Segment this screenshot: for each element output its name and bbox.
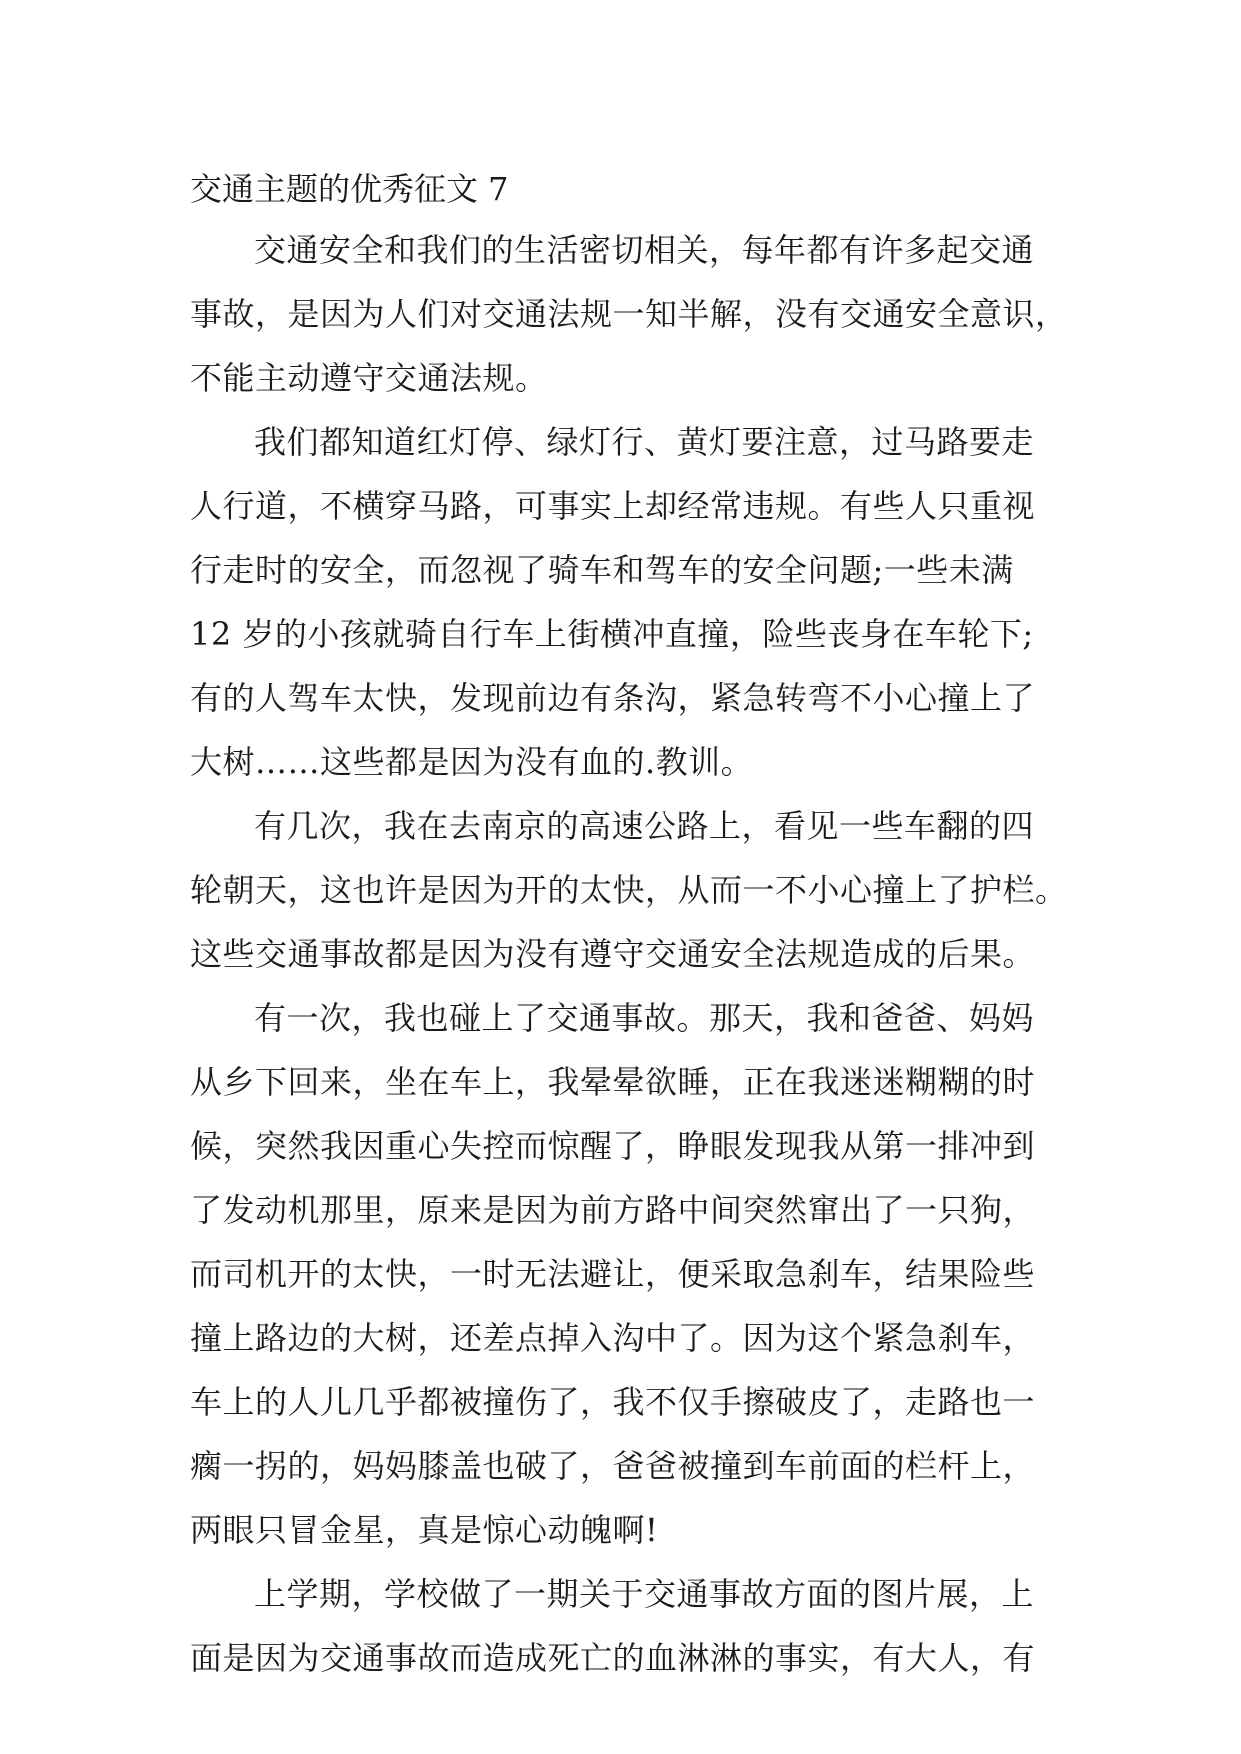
paragraph-line: 车上的人儿几乎都被撞伤了，我不仅手擦破皮了，走路也一	[190, 1383, 1036, 1421]
paragraph-5	[190, 1562, 1050, 1690]
paragraph-line: 有一次，我也碰上了交通事故。那天，我和爸爸、妈妈	[254, 999, 1035, 1037]
paragraph-1	[190, 218, 1068, 410]
paragraph-line: 了发动机那里，原来是因为前方路中间突然窜出了一只狗，	[190, 1191, 1036, 1229]
paragraph-line: 这些交通事故都是因为没有遵守交通安全法规造成的后果。	[190, 935, 1036, 973]
paragraph-line: 人行道，不横穿马路，可事实上却经常违规。有些人只重视	[190, 487, 1036, 525]
paragraph-line: 瘸一拐的，妈妈膝盖也破了，爸爸被撞到车前面的栏杆上，	[190, 1447, 1036, 1485]
paragraph-line: 我们都知道红灯停、绿灯行、黄灯要注意，过马路要走	[254, 423, 1035, 461]
paragraph-line: 而司机开的太快，一时无法避让，便采取急刹车，结果险些	[190, 1255, 1036, 1293]
paragraph-line: 有几次，我在去南京的高速公路上，看见一些车翻的四	[254, 807, 1035, 845]
paragraph-line: 事故，是因为人们对交通法规一知半解，没有交通安全意识，	[190, 295, 1068, 333]
paragraph-line: 有的人驾车太快，发现前边有条沟，紧急转弯不小心撞上了	[190, 679, 1036, 717]
document-title: 交通主题的优秀征文 7	[190, 170, 509, 208]
paragraph-4	[190, 986, 1050, 1562]
paragraph-line: 两眼只冒金星，真是惊心动魄啊!	[190, 1511, 659, 1549]
paragraph-line: 大树……这些都是因为没有血的.教训。	[190, 743, 754, 781]
document-page	[190, 160, 1068, 1690]
paragraph-line: 不能主动遵守交通法规。	[190, 359, 548, 397]
paragraph-line: 候，突然我因重心失控而惊醒了，睁眼发现我从第一排冲到	[190, 1127, 1036, 1165]
paragraph-line: 轮朝天，这也许是因为开的太快，从而一不小心撞上了护栏。	[190, 871, 1068, 909]
paragraph-line: 从乡下回来，坐在车上，我晕晕欲睡，正在我迷迷糊糊的时	[190, 1063, 1036, 1101]
paragraph-3	[190, 794, 1068, 986]
paragraph-line: 交通安全和我们的生活密切相关，每年都有许多起交通	[254, 231, 1035, 269]
paragraph-line: 行走时的安全，而忽视了骑车和驾车的安全问题;一些未满	[190, 551, 1014, 589]
paragraph-line: 12 岁的小孩就骑自行车上街横冲直撞，险些丧身在车轮下;	[190, 615, 1034, 653]
paragraph-2	[190, 410, 1050, 794]
paragraph-line: 面是因为交通事故而造成死亡的血淋淋的事实，有大人，有	[190, 1639, 1036, 1677]
paragraph-line: 撞上路边的大树，还差点掉入沟中了。因为这个紧急刹车，	[190, 1319, 1036, 1357]
paragraph-line: 上学期，学校做了一期关于交通事故方面的图片展，上	[254, 1575, 1035, 1613]
